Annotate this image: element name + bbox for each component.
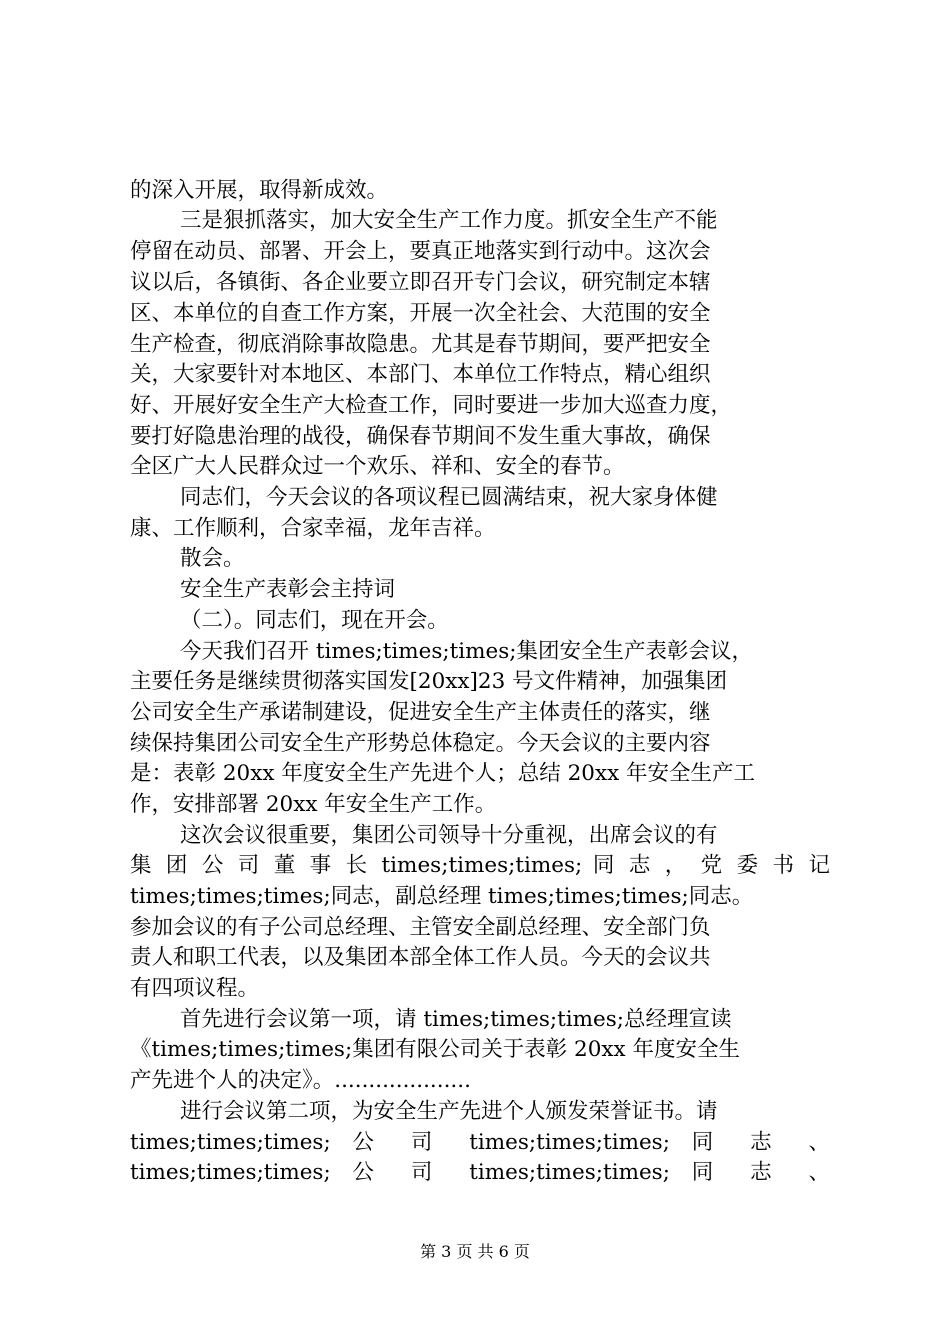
text-line: 是：表彰 20xx 年度安全生产先进个人；总结 20xx 年安全生产工 [130,761,756,786]
text-line: 全区广大人民群众过一个欢乐、祥和、安全的春节。 [130,454,625,479]
text-line: 责人和职工代表，以及集团本部全体工作人员。今天的会议共 [130,945,711,970]
text-line: 集 团 公 司 董 事 长 times;times;times; 同 志 ， 党 委 书 记 [130,853,830,878]
text-line: 散会。 [180,546,245,571]
text-line: 今天我们召开 times;times;times;集团安全生产表彰会议， [180,639,754,664]
text-line: 公司安全生产承诺制建设，促进安全生产主体责任的落实，继 [130,700,711,725]
text-line: 主要任务是继续贯彻落实国发[20xx]23 号文件精神，加强集团 [130,669,728,694]
text-line: times;times;times; 公 司 times;times;times; 同 志 、 [130,1130,830,1155]
text-line: 区、本单位的自查工作方案，开展一次全社会、大范围的安全 [130,301,711,326]
text-line: 参加会议的有子公司总经理、主管安全副总经理、安全部门负 [130,915,711,940]
text-line: times;times;times;同志，副总经理 times;times;times;同志。 [130,884,754,909]
text-line: 作，安排部署 20xx 年安全生产工作。 [130,792,497,817]
text-line: 的深入开展，取得新成效。 [130,178,389,203]
text-line: 产先进个人的决定》。.................... [130,1068,471,1093]
text-line: 三是狠抓落实，加大安全生产工作力度。抓安全生产不能 [180,208,718,233]
text-line: 好、开展好安全生产大检查工作，同时要进一步加大巡查力度， [130,393,733,418]
text-line: 首先进行会议第一项，请 times;times;times;总经理宣读 [180,1007,732,1032]
section-title: 安全生产表彰会主持词 [180,577,396,602]
text-line: 进行会议第二项，为安全生产先进个人颁发荣誉证书。请 [180,1099,718,1124]
text-line: 这次会议很重要，集团公司领导十分重视，出席会议的有 [180,823,718,848]
text-line: 关，大家要针对本地区、本部门、本单位工作特点，精心组织 [130,362,711,387]
page-number-footer: 第 3 页 共 6 页 [420,1242,530,1261]
text-line: 续保持集团公司安全生产形势总体稳定。今天会议的主要内容 [130,731,711,756]
text-line: 生产检查，彻底消除事故隐患。尤其是春节期间，要严把安全 [130,332,711,357]
text-line: times;times;times; 公 司 times;times;times; 同 志 、 [130,1160,830,1185]
text-line: 议以后，各镇街、各企业要立即召开专门会议，研究制定本辖 [130,270,711,295]
text-line: （二）。同志们，现在开会。 [180,608,449,633]
text-line: 《times;times;times;集团有限公司关于表彰 20xx 年度安全生 [130,1037,740,1062]
text-line: 要打好隐患治理的战役，确保春节期间不发生重大事故，确保 [130,424,711,449]
text-line: 康、工作顺利，合家幸福，龙年吉祥。 [130,516,496,541]
text-line: 同志们，今天会议的各项议程已圆满结束，祝大家身体健 [180,485,718,510]
text-line: 有四项议程。 [130,976,260,1001]
text-line: 停留在动员、部署、开会上，要真正地落实到行动中。这次会 [130,239,711,264]
